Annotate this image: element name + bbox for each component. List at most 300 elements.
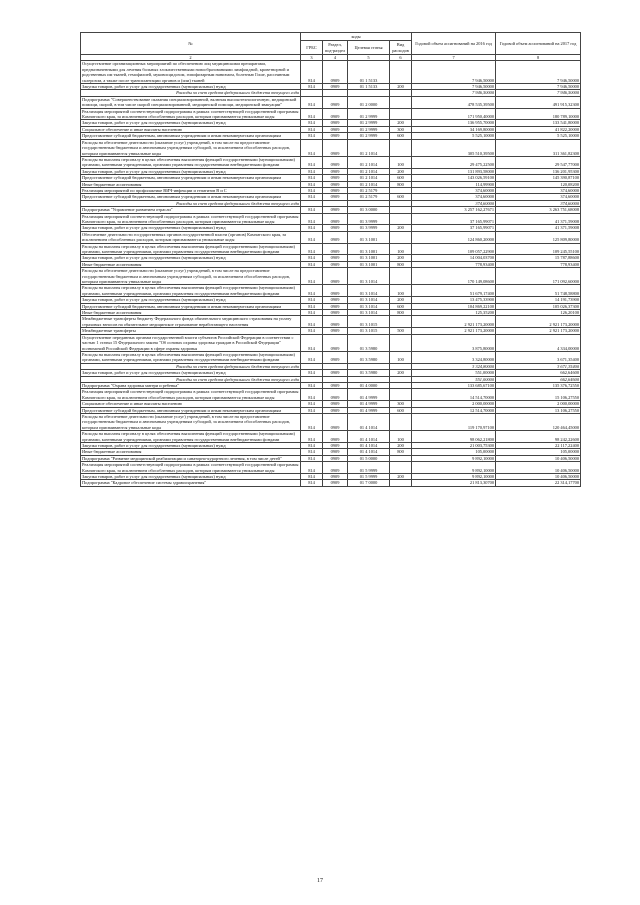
row-expense-type: 800 [390, 181, 412, 187]
row-grbs: 814 [301, 207, 323, 213]
row-razdel: 0909 [323, 187, 348, 193]
row-amount-2017: 311 361,82300 [496, 139, 581, 156]
col-index: 3 [301, 55, 323, 61]
row-amount-2016: 105,00000 [412, 449, 496, 455]
row-amount-2017: 374,60000 [496, 200, 581, 206]
row-target-article: 01 3 1015 [348, 316, 390, 328]
table-row [81, 108, 581, 120]
table-row [81, 139, 581, 156]
row-target-article: 01 2 9999 [348, 120, 390, 126]
col-number-header: № [81, 33, 301, 55]
row-razdel: 0909 [323, 351, 348, 363]
row-grbs: 814 [301, 181, 323, 187]
row-target-article: 01 5 9999 [348, 462, 390, 474]
row-target-article: 01 3 1001 [348, 231, 390, 243]
row-amount-2016: 778,93400 [412, 261, 496, 267]
row-description: Обеспечение деятельности государственных органов государственной власти (органов) Камчатского края, за исключением обособленных расходов, которым присваиваются уникальные коды [81, 231, 301, 243]
row-grbs: 814 [301, 297, 323, 303]
row-razdel: 0909 [323, 268, 348, 285]
row-grbs: 814 [301, 120, 323, 126]
row-expense-type: 800 [390, 261, 412, 267]
row-target-article: 01 3 1014 [348, 297, 390, 303]
row-razdel: 0909 [323, 431, 348, 443]
row-amount-2016: 34 169,80000 [412, 126, 496, 132]
row-amount-2017: 13 106,27550 [496, 407, 581, 413]
col-index: 4 [323, 55, 348, 61]
row-grbs: 814 [301, 370, 323, 376]
table-row [81, 413, 581, 430]
row-target-article: 01 2 1014 [348, 175, 390, 181]
row-expense-type: 800 [390, 310, 412, 316]
row-amount-2017: 374,60000 [496, 194, 581, 200]
row-target-article: 01 1 5133 [348, 84, 390, 90]
row-amount-2016: 125,35200 [412, 310, 496, 316]
row-amount-2016: 374,60000 [412, 187, 496, 193]
row-amount-2016: 131 893,58000 [412, 168, 496, 174]
row-razdel: 0909 [323, 407, 348, 413]
table-row [81, 462, 581, 474]
table-row [81, 96, 581, 108]
row-description: Расходы на выплаты персоналу в целях обеспечения выполнения функций государственными (муниципальными) органами, казенными учреждениями, органами управления государственными внебюджетными фондами [81, 351, 301, 363]
row-razdel: 0909 [323, 455, 348, 461]
row-expense-type [390, 413, 412, 430]
row-description: Реализация мероприятий по профилактике ВИЧ-инфекции и гепатитов В и С [81, 187, 301, 193]
year-2016-header: Годовой объем ассигнований на 2016 год [412, 33, 496, 55]
row-razdel: 0909 [323, 139, 348, 156]
row-amount-2016: 7 946,50000 [412, 84, 496, 90]
row-description: Реализация мероприятий соответствующей подпрограммы в рамках соответствующей государственной программы Камчатского края, за исключением обособленных расходов, которым присваиваются уникальные коды [82, 213, 299, 224]
row-description: Иные бюджетные ассигнования [81, 261, 301, 267]
row-razdel: 0909 [323, 413, 348, 430]
row-grbs: 814 [301, 126, 323, 132]
row-grbs: 814 [301, 231, 323, 243]
row-expense-type: 600 [390, 133, 412, 139]
row-amount-2016: 14 514,70000 [412, 389, 496, 401]
row-amount-2016: 133 685,67100 [412, 382, 496, 388]
row-amount-2016: 13 475,33900 [412, 297, 496, 303]
row-description: Закупка товаров, работ и услуг для государственных (муниципальных) нужд [81, 225, 301, 231]
row-razdel: 0909 [323, 334, 348, 351]
row-expense-type: 200 [390, 84, 412, 90]
table-row [81, 213, 581, 225]
row-amount-2017: 105,00000 [496, 449, 581, 455]
row-amount-2017: 7 946,50000 [496, 84, 581, 90]
row-description: Закупка товаров, работ и услуг для государственных (муниципальных) нужд [81, 255, 301, 261]
row-grbs: 814 [301, 382, 323, 388]
row-amount-2017: 120,08200 [496, 181, 581, 187]
row-amount-2016: 2 000,00000 [412, 401, 496, 407]
row-amount-2017: 2 921 173,20000 [496, 328, 581, 334]
row-grbs: 814 [301, 261, 323, 267]
vid-header: Вид расходов [390, 41, 412, 55]
row-amount-2016: 98 062,21800 [412, 431, 496, 443]
budget-table [80, 32, 581, 487]
col-index: 8 [496, 55, 581, 61]
row-expense-type: 200 [390, 168, 412, 174]
row-razdel: 0909 [323, 285, 348, 297]
row-amount-2016: 3 257 162,27671 [412, 207, 496, 213]
row-grbs: 814 [301, 156, 323, 168]
row-expense-type: 300 [390, 401, 412, 407]
row-amount-2016: 51 679,17400 [412, 285, 496, 297]
row-description: Закупка товаров, работ и услуг для государственных (муниципальных) нужд [81, 443, 301, 449]
row-razdel: 0909 [323, 168, 348, 174]
row-expense-type: 200 [390, 443, 412, 449]
row-amount-2016: 374,60000 [412, 200, 496, 206]
row-razdel: 0909 [323, 303, 348, 309]
row-amount-2016: 37 165,99071 [412, 213, 496, 225]
row-target-article: 01 2 1014 [348, 168, 390, 174]
row-amount-2017: 14 191,73900 [496, 297, 581, 303]
table-row [81, 268, 581, 285]
row-amount-2016: 9 892,10000 [412, 462, 496, 474]
row-amount-2017: 7 946,50000 [496, 61, 581, 84]
row-description: Иные бюджетные ассигнования [81, 310, 301, 316]
row-grbs: 814 [301, 407, 323, 413]
row-expense-type: 200 [390, 225, 412, 231]
row-target-article: 01 7 0000 [348, 480, 390, 486]
row-target-article: 01 3 1001 [348, 261, 390, 267]
row-target-article: 01 3 9999 [348, 213, 390, 225]
row-description: Предоставление субсидий бюджетным, автономным учреждениям и иным некоммерческим организациям [81, 303, 301, 309]
row-amount-2016: 104 869,22100 [412, 303, 496, 309]
row-razdel: 0909 [323, 133, 348, 139]
row-expense-type: 200 [390, 297, 412, 303]
row-amount-2016: 109 057,22900 [412, 243, 496, 255]
row-description: Предоставление субсидий бюджетным, автономным учреждениям и иным некоммерческим организациям [81, 194, 301, 200]
row-target-article: 01 3 1014 [348, 310, 390, 316]
row-grbs: 814 [301, 175, 323, 181]
row-amount-2017: 171 092,60000 [496, 268, 581, 285]
col-index: 6 [390, 55, 412, 61]
row-description: Расходы за счет средств федерального бюджета текущего года [81, 200, 301, 206]
row-grbs: 814 [301, 455, 323, 461]
table-row [81, 61, 581, 84]
row-expense-type [390, 96, 412, 108]
row-description: Реализация мероприятий соответствующей подпрограммы в рамках соответствующей государственной программы Камчатского края, за исключением обособленных расходов, которым присваиваются уникальные коды [82, 462, 299, 473]
row-razdel: 0909 [323, 84, 348, 90]
row-target-article: 01 3 1014 [348, 285, 390, 297]
row-grbs: 814 [301, 285, 323, 297]
row-amount-2016: 14 004,03700 [412, 255, 496, 261]
row-target-article: 01 4 9999 [348, 389, 390, 401]
row-razdel: 0909 [323, 297, 348, 303]
row-grbs: 814 [301, 194, 323, 200]
row-description: Межбюджетные трансферты бюджету Федерального фонда обязательного медицинского страхования на уплату страховых взносов на обязательное медицинское страхование неработающего населения [81, 316, 301, 328]
row-expense-type [390, 480, 412, 486]
row-amount-2017: 7 946,50000 [496, 90, 581, 96]
row-expense-type: 100 [390, 156, 412, 168]
row-description: Предоставление субсидий бюджетным, автономным учреждениям и иным некоммерческим организациям [81, 175, 301, 181]
row-expense-type: 200 [390, 474, 412, 480]
row-amount-2017: 10 406,50000 [496, 462, 581, 474]
row-target-article: 01 2 1014 [348, 156, 390, 168]
row-amount-2017: 2 921 173,20000 [496, 316, 581, 328]
row-razdel: 0909 [323, 328, 348, 334]
row-description: Подпрограмма "Кадровое обеспечение системы здравоохранения" [81, 480, 301, 486]
budget-page [80, 32, 580, 487]
row-amount-2016: 114,99900 [412, 181, 496, 187]
row-razdel: 0909 [323, 213, 348, 225]
row-description: Подпрограмма "Управление развитием отрасли" [81, 207, 301, 213]
row-razdel: 0909 [323, 255, 348, 261]
row-grbs: 814 [301, 243, 323, 255]
row-expense-type [390, 108, 412, 120]
row-description: Закупка товаров, работ и услуг для государственных (муниципальных) нужд [81, 84, 301, 90]
row-grbs: 814 [301, 462, 323, 474]
row-grbs: 814 [301, 168, 323, 174]
table-row [81, 156, 581, 168]
row-amount-2017: 10 406,50000 [496, 474, 581, 480]
row-amount-2017: 15 106,27550 [496, 389, 581, 401]
row-target-article: 01 1 5133 [348, 61, 390, 84]
row-expense-type [390, 389, 412, 401]
row-amount-2016: 551,00000 [412, 376, 496, 382]
row-amount-2016: 3 875,80000 [412, 334, 496, 351]
row-amount-2016: 5 525,10000 [412, 133, 496, 139]
row-amount-2016: 119 170,97100 [412, 413, 496, 430]
row-amount-2017: 22 117,22400 [496, 443, 581, 449]
row-amount-2017: 41 822,20000 [496, 126, 581, 132]
row-target-article: 01 4 0000 [348, 382, 390, 388]
row-expense-type: 500 [390, 328, 412, 334]
row-amount-2016: 12 514,70000 [412, 407, 496, 413]
row-grbs: 814 [301, 84, 323, 90]
row-amount-2017: 10 406,50000 [496, 455, 581, 461]
row-amount-2017: 5 525,10000 [496, 133, 581, 139]
row-expense-type: 100 [390, 243, 412, 255]
row-description: Иные бюджетные ассигнования [81, 449, 301, 455]
row-description: Расходы за счет средств федерального бюджета текущего года [81, 90, 301, 96]
row-razdel: 0909 [323, 310, 348, 316]
row-description: Подпрограмма "Развитие медицинской реабилитации и санаторно-курортного лечения, в том числе детей" [81, 455, 301, 461]
row-amount-2017: 778,93400 [496, 261, 581, 267]
table-row [81, 431, 581, 443]
row-target-article: 01 4 1014 [348, 413, 390, 430]
row-description: Подпрограмма "Совершенствование оказания специализированной, включая высокотехнологичную, медицинской помощи, скорой, в том числе скорой специализированной, медицинской помощи, медицинской эвакуации" [81, 96, 301, 108]
row-amount-2016: 3 324,80000 [412, 363, 496, 369]
row-amount-2016: 171 950,40000 [412, 108, 496, 120]
row-grbs: 814 [301, 389, 323, 401]
row-target-article: 01 3 1001 [348, 243, 390, 255]
row-target-article: 01 4 1014 [348, 431, 390, 443]
row-description: Расходы на выплаты персоналу в целях обеспечения выполнения функций государственными (муниципальными) органами, казенными учреждениями, органами управления государственными внебюджетными фондами [81, 243, 301, 255]
row-grbs: 814 [301, 431, 323, 443]
row-amount-2017: 2 000,00000 [496, 401, 581, 407]
row-amount-2016: 478 535,39500 [412, 96, 496, 108]
row-grbs: 814 [301, 328, 323, 334]
row-amount-2017: 109 245,55100 [496, 243, 581, 255]
row-description: Межбюджетные трансферты [81, 328, 301, 334]
row-expense-type [390, 213, 412, 225]
row-amount-2016: 551,00000 [412, 370, 496, 376]
row-expense-type: 300 [390, 126, 412, 132]
row-razdel: 0909 [323, 181, 348, 187]
row-expense-type [390, 61, 412, 84]
row-target-article: 01 4 9999 [348, 407, 390, 413]
row-target-article: 01 4 9999 [348, 401, 390, 407]
row-expense-type: 600 [390, 407, 412, 413]
row-amount-2016: 143 026,59100 [412, 175, 496, 181]
row-grbs: 814 [301, 133, 323, 139]
row-target-article: 01 4 1014 [348, 449, 390, 455]
row-amount-2017: 662,64600 [496, 370, 581, 376]
row-description: Осуществление организационных мероприятий по обеспечению лиц медицинскими препаратами, предназначенными для лечения больных злокачественными новообразованиями лимфоидной, кроветворной и родственных им тканей, гемофилией, муковисцидозом, гипофизарным нанизмом, болезнью Гоше, рассеянным склерозом, а также после трансплантации органов и (или) тканей [81, 61, 301, 84]
razdel-header: Раздел, под-раздел [323, 41, 348, 55]
row-amount-2016: 7 946,50000 [412, 90, 496, 96]
row-razdel: 0909 [323, 156, 348, 168]
row-target-article: 01 4 1014 [348, 443, 390, 449]
row-description: Закупка товаров, работ и услуг для государственных (муниципальных) нужд [81, 168, 301, 174]
row-target-article: 01 3 5980 [348, 370, 390, 376]
row-grbs: 814 [301, 61, 323, 84]
row-razdel: 0909 [323, 480, 348, 486]
row-amount-2017: 133 541,80000 [496, 120, 581, 126]
row-expense-type [390, 316, 412, 328]
row-description: Расходы за счет средств федерального бюджета текущего года [81, 363, 301, 369]
row-razdel: 0909 [323, 120, 348, 126]
row-amount-2017: 51 748,58800 [496, 285, 581, 297]
row-target-article: 01 3 0000 [348, 207, 390, 213]
row-target-article: 01 2 9999 [348, 133, 390, 139]
row-description: Подпрограмма "Охрана здоровья матери и ребенка" [81, 382, 301, 388]
row-grbs: 814 [301, 316, 323, 328]
row-expense-type: 100 [390, 431, 412, 443]
table-row [81, 389, 581, 401]
row-target-article: 01 5 9999 [348, 474, 390, 480]
row-description: Расходы на выплаты персоналу в целях обеспечения выполнения функций государственными (муниципальными) органами, казенными учреждениями, органами управления государственными внебюджетными фондами [81, 431, 301, 443]
row-target-article: 01 2 9999 [348, 108, 390, 120]
row-amount-2016: 136 955,70000 [412, 120, 496, 126]
row-razdel: 0909 [323, 231, 348, 243]
row-target-article: 01 2 9999 [348, 126, 390, 132]
row-razdel: 0909 [323, 401, 348, 407]
col-index: 7 [412, 55, 496, 61]
row-amount-2016: 124 860,20000 [412, 231, 496, 243]
row-amount-2016: 7 946,50000 [412, 61, 496, 84]
row-target-article: 01 2 1014 [348, 139, 390, 156]
row-description: Расходы за счет средств федерального бюджета текущего года [81, 376, 301, 382]
row-razdel: 0909 [323, 108, 348, 120]
row-expense-type: 200 [390, 255, 412, 261]
row-razdel: 0909 [323, 474, 348, 480]
row-target-article: 01 2 1014 [348, 181, 390, 187]
row-razdel: 0909 [323, 449, 348, 455]
row-grbs: 814 [301, 303, 323, 309]
row-description: Расходы на выплаты персоналу в целях обеспечения выполнения функций государственными (муниципальными) органами, казенными учреждениями, органами управления государственными внебюджетными фондами [81, 156, 301, 168]
row-description: Предоставление субсидий бюджетным, автономным учреждениям и иным некоммерческим организациям [81, 407, 301, 413]
row-amount-2016: 29 475,22500 [412, 156, 496, 168]
row-amount-2017: 120 464,45000 [496, 413, 581, 430]
row-grbs: 814 [301, 449, 323, 455]
row-amount-2017: 180 789,10000 [496, 108, 581, 120]
row-target-article: 01 2 5179 [348, 194, 390, 200]
row-grbs: 814 [301, 334, 323, 351]
row-expense-type [390, 334, 412, 351]
row-amount-2017: 136 201,95300 [496, 168, 581, 174]
row-grbs: 814 [301, 255, 323, 261]
row-amount-2017: 41 371,59008 [496, 213, 581, 225]
row-amount-2016: 9 892,10000 [412, 455, 496, 461]
row-grbs: 814 [301, 474, 323, 480]
col-index: 2 [81, 55, 301, 61]
row-description: Закупка товаров, работ и услуг для государственных (муниципальных) нужд [81, 370, 301, 376]
row-description: Закупка товаров, работ и услуг для государственных (муниципальных) нужд [81, 297, 301, 303]
row-razdel: 0909 [323, 207, 348, 213]
row-amount-2017: 145 390,87100 [496, 175, 581, 181]
row-razdel: 0909 [323, 261, 348, 267]
table-row [81, 243, 581, 255]
grbs-header: ГРБС [301, 41, 323, 55]
row-description: Расходы на обеспечение деятельности (оказание услуг) учреждений, в том числе на предоставление государственным бюджетным и автономным учреждениям субсидий, за исключением обособленных расходов, которым присваиваются уникальные коды [81, 268, 301, 285]
row-description: Расходы на выплаты персоналу в целях обеспечения выполнения функций государственными (муниципальными) органами, казенными учреждениями, органами управления государственными внебюджетными фондами [81, 285, 301, 297]
row-description: Иные бюджетные ассигнования [81, 181, 301, 187]
row-description: Закупка товаров, работ и услуг для государственных (муниципальных) нужд [81, 120, 301, 126]
row-expense-type: 600 [390, 194, 412, 200]
tselevaya-header: Целевая статья [348, 41, 390, 55]
row-description: Расходы на обеспечение деятельности (оказание услуг) учреждений, в том числе на предоставление государственным бюджетным и автономным учреждениям субсидий, за исключением обособленных расходов, которым присваиваются уникальные коды [81, 139, 301, 156]
row-target-article: 01 2 0000 [348, 96, 390, 108]
row-target-article: 01 3 1015 [348, 328, 390, 334]
row-grbs: 814 [301, 213, 323, 225]
row-amount-2016: 305 510,39500 [412, 139, 496, 156]
row-razdel: 0909 [323, 382, 348, 388]
row-target-article: 01 3 5980 [348, 351, 390, 363]
row-amount-2016: 170 149,08600 [412, 268, 496, 285]
table-row [81, 285, 581, 297]
row-grbs: 814 [301, 96, 323, 108]
row-description: Расходы на обеспечение деятельности (оказание услуг) учреждений, в том числе на предоставление государственным бюджетным и автономным учреждениям субсидий, за исключением обособленных расходов, которым присваиваются уникальные коды [81, 413, 301, 430]
row-expense-type [390, 268, 412, 285]
row-amount-2016: 37 165,99071 [412, 225, 496, 231]
row-target-article: 01 3 1014 [348, 268, 390, 285]
row-amount-2017: 98 242,22600 [496, 431, 581, 443]
row-razdel: 0909 [323, 225, 348, 231]
row-razdel: 0909 [323, 194, 348, 200]
row-grbs: 814 [301, 480, 323, 486]
row-description: Осуществление переданных органам государственной власти субъектов Российской Федерации в соответствии с частью 1 статьи 15 Федерального закона "Об основах охраны здоровья граждан в Российской Федерации" полномочий Российской Федерации в сфере охраны здоровья [81, 334, 301, 351]
row-grbs: 814 [301, 268, 323, 285]
row-amount-2016: 21 813,30700 [412, 480, 496, 486]
budget-table-body [81, 61, 581, 486]
row-expense-type: 600 [390, 175, 412, 181]
row-grbs: 814 [301, 401, 323, 407]
row-grbs: 814 [301, 413, 323, 430]
row-grbs: 814 [301, 443, 323, 449]
row-amount-2017: 4 334,00000 [496, 334, 581, 351]
row-target-article: 01 3 9999 [348, 225, 390, 231]
row-description: Закупка товаров, работ и услуг для государственных (муниципальных) нужд [81, 474, 301, 480]
header-row-codes [81, 33, 581, 41]
row-target-article: 01 5 0000 [348, 455, 390, 461]
row-expense-type [390, 139, 412, 156]
row-amount-2017: 374,60000 [496, 187, 581, 193]
row-target-article: 01 2 5179 [348, 187, 390, 193]
table-row [81, 334, 581, 351]
row-description: Реализация мероприятий соответствующей подпрограммы в рамках соответствующей государственной программы Камчатского края, за исключением обособленных расходов, которым присваиваются уникальные коды [82, 108, 299, 120]
col-index: 5 [348, 55, 390, 61]
row-description: Предоставление субсидий бюджетным, автономным учреждениям и иным некоммерческим организациям [81, 133, 301, 139]
row-amount-2016: 9 892,10000 [412, 474, 496, 480]
row-amount-2016: 3 324,80000 [412, 351, 496, 363]
row-target-article: 01 3 5980 [348, 334, 390, 351]
row-amount-2017: 126,20100 [496, 310, 581, 316]
row-expense-type [390, 231, 412, 243]
row-grbs: 814 [301, 139, 323, 156]
row-description: Реализация мероприятий соответствующей подпрограммы в рамках соответствующей государственной программы Камчатского края, за исключением обособленных расходов, которым присваиваются уникальные коды [82, 389, 299, 400]
row-amount-2016: 21 003,75300 [412, 443, 496, 449]
row-grbs: 814 [301, 351, 323, 363]
